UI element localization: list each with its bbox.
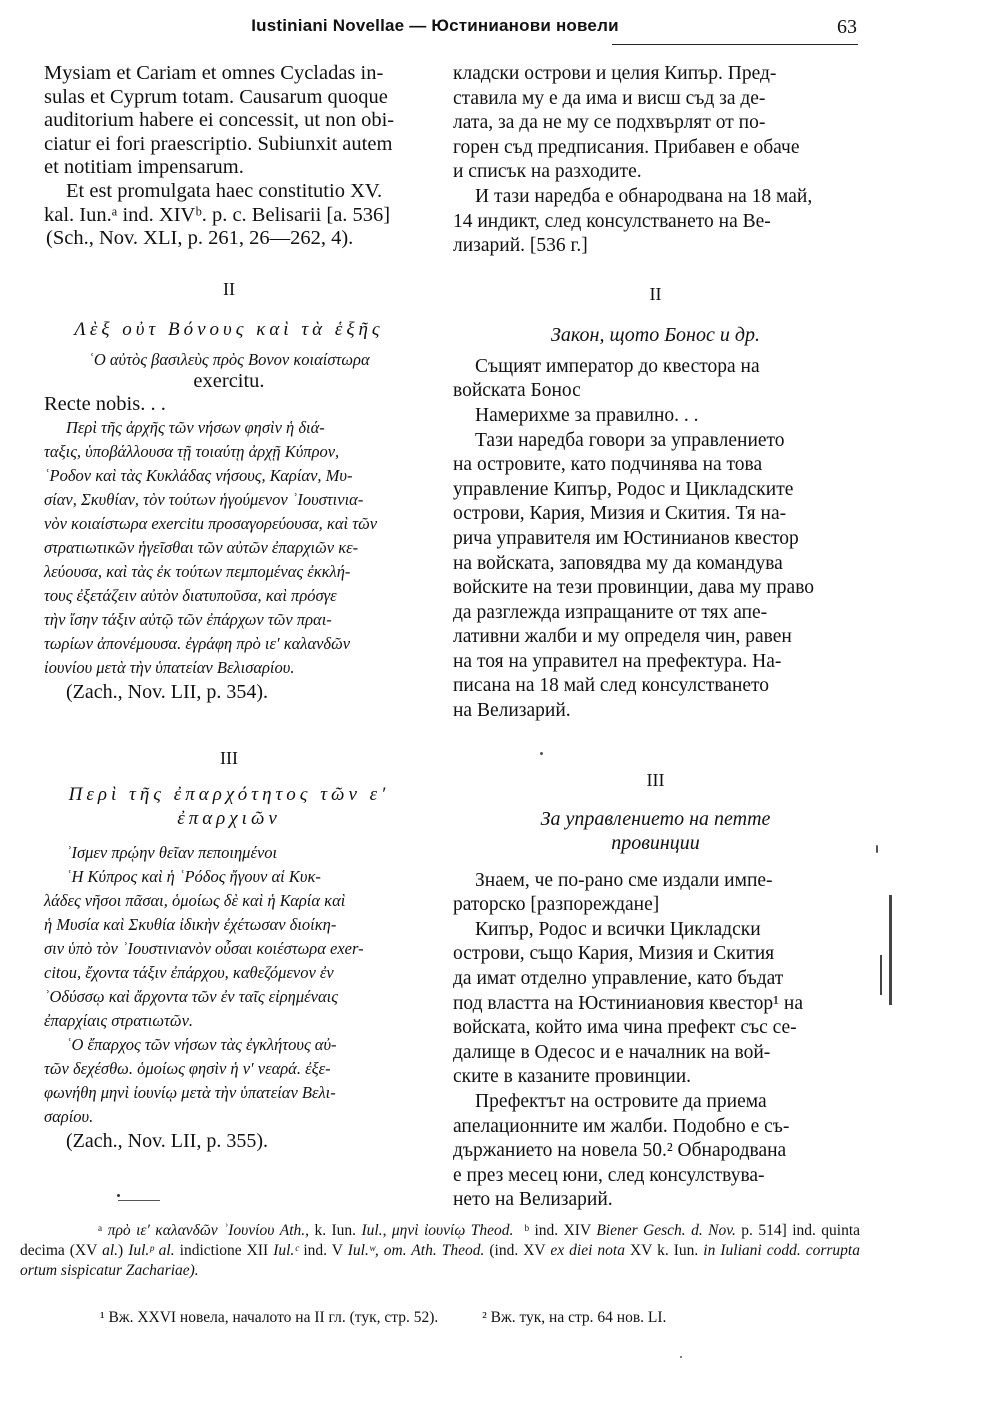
apparatus-text: Iul.ʷ, om. Ath. Theod. [347,1242,485,1259]
text-line: kal. Iun.ᵃ ind. XIVᵇ. p. c. Belisarii [a. 536] [44,203,391,226]
citation: (Zach., Nov. LII, p. 354). [66,680,268,703]
text-line: στρατιωτικῶν ἡγεῖσθαι τῶν αὐτῶν ἐπαρχιῶν κε- [44,537,359,557]
text-line: войската Бонос [453,380,581,402]
apparatus-text: Biener Gesch. d. Nov. [596,1222,736,1239]
text-line: раторско [разпореждане] [453,894,660,916]
text-line: σιν ὑπὸ τὸν ʾΙουστινιανὸν οὖσαι κοιέστωρα exer- [44,938,364,958]
text-line: апелационните им жалби. Подобно е съ- [453,1115,790,1137]
text-line: τῶν δεχέσθω. ὁμοίως φησὶν ἡ ν′ νεαρά. ἐξε- [44,1058,331,1078]
text-line: citou, ἔχοντα τάξιν ἐπάρχου, καθεζόμενον ἐν [44,962,334,982]
text-line: λάδες νῆσοι πᾶσαι, ὁμοίως δὲ καὶ ἡ Καρία καὶ [44,890,346,910]
text-line: sulas et Cyprum totam. Causarum quoque [44,85,388,108]
text-line: войските на тези провинции, дава му право [453,577,815,599]
text-line: ἰουνίου μετὰ τὴν ὑπατείαν Βελισαρίου. [44,657,295,677]
text-line: Тази наредба говори за управлението [475,429,785,451]
text-line: ʿΡοδον καὶ τὰς Κυκλάδας νήσους, Καρίαν, Μυ- [44,465,353,485]
text-line: φωνήθη μηνὶ ἰουνίῳ μετὰ τὴν ὑπατείαν Βελι- [44,1082,336,1102]
critical-apparatus [20,1221,860,1281]
text-line: ταξις, ὑποβάλλουσα τῇ τοιαύτῃ ἀρχῇ Κύπρον, [44,441,340,461]
text-line: ἐπαρχίαις στρατιωτῶν. [44,1010,194,1030]
margin-mark [889,895,892,1005]
text-line: кладски острови и целия Кипър. Пред- [453,63,777,84]
text-line: рича управителя им Юстинианов квестор [453,527,799,549]
apparatus-text: (ind. XV [489,1242,546,1259]
text-line: Кипър, Родос и всички Цикладски [475,918,761,940]
apparatus-text: Iul.ᶜ [273,1242,299,1259]
speck [876,845,878,853]
speck [680,1356,682,1358]
text-line: ʿΗ Κύπρος καὶ ἡ ʿΡόδος ἤγουν αἱ Κυκ- [66,866,321,886]
text-line: Mysiam et Cariam et omnes Cycladas in- [44,62,384,84]
section-title: Λὲξ οὐτ Βόνους καὶ τὰ ἑξῆς [74,318,384,340]
footnote-1: ¹ Вж. XXVI новела, началото на II гл. (тук, стр. 52). [100,1309,439,1326]
apparatus-text: , [382,1222,387,1239]
section-numeral: II [649,283,662,304]
text-line: et notitiam impensarum. [44,156,244,179]
running-title: Iustiniani Novellae — Юстинианови новели [251,16,619,35]
apparatus-text: ind. V [303,1242,343,1259]
text-line: на Велизарий. [453,700,571,722]
apparatus-text: ind. XIV [534,1222,591,1239]
text-line: е през месец юни, след консулствува- [453,1164,765,1186]
text-line: и списък на разходите. [453,161,642,183]
text-line: σαρίου. [44,1106,94,1126]
text-line: на войската, заповядва му да командува [453,552,783,574]
apparatus-text: in Iuliani codd. corrupta ortum sispicatur Zachariae). [20,1242,860,1279]
text-line: да имат отделно управление, като бъдат [453,968,784,990]
text-line: далище в Одесос и е началник на вой- [453,1041,771,1063]
address-greek: ʿΟ αὐτὸς βασιλεὺς πρὸς Βονον κοιαίστωρα [88,349,370,369]
text-line: острови, Кария, Мизия и Скития. Тя на- [453,503,787,525]
text-line: горен съд предписания. Прибавен е обаче [453,136,800,158]
citation: (Sch., Nov. XLI, p. 261, 26—262, 4). [46,227,354,250]
text-line: държанието на новела 50.² Обнародвана [453,1140,787,1162]
text-line: Περὶ τῆς ἀρχῆς τῶν νήσων φησὶν ἡ διά- [66,417,325,437]
text-line: лизарий. [536 г.] [453,235,588,257]
text-line: λεύουσα, καὶ τὰς ἐκ τούτων πεμπομένας ἐκκλή- [44,561,351,581]
greek-body [44,416,414,680]
text-line: Знаем, че по-рано сме издали импе- [475,869,773,891]
text-line: σίαν, Σκυθίαν, τὸν τούτων ἡγούμενον ʾΙουστινια- [44,489,364,509]
right-column [453,62,858,1211]
apparatus-text: p. 514] ind. quinta decima (XV [20,1222,861,1259]
section-title: Περὶ τῆς ἐπαρχότητος τῶν ε′ [68,783,390,805]
text-line: под властта на Юстиниановия квестор¹ на [453,992,803,1014]
text-line: auditorium habere ei concessit, ut non obi- [44,109,395,132]
translator-footnotes [100,1308,860,1328]
bulgarian-intro [453,62,858,259]
text-line: ставила му е да има и висш съд за де- [453,87,766,109]
apparatus-text: ) [118,1242,124,1259]
section-numeral: III [220,747,238,768]
text-line: ʾΟδύσσῳ καὶ ἄρχοντα τῶν ἐν ταῖς εἰρημέναις [44,986,338,1006]
text-line: острови, също Кария, Мизия и Скития [453,943,775,965]
text-line: ciatur ei fori praescriptio. Subiunxit autem [44,132,393,155]
page-number: 63 [837,16,857,38]
text-line: лата, за да не му се подхвърлят от по- [453,112,766,134]
footnote-2: ² Вж. тук, на стр. 64 нов. LI. [482,1309,667,1326]
bulgarian-body [453,355,858,724]
apparatus-text: ex diei nota [550,1242,625,1259]
text-line: νὸν κοιαίστωρα exercitu προσαγορεύουσα, καὶ τῶν [44,513,378,533]
text-line: ʾΙσμεν πρῴην θεῖαν πεποιημένοι [66,842,278,862]
footnote-mark: ᵇ [524,1222,530,1239]
text-line: τους ἐξετάζειν αὐτὸν διατυποῦσα, καὶ πρόσγε [44,585,337,605]
apparatus-text: al. [102,1242,118,1259]
text-line: писана на 18 май след консулстването [453,675,770,697]
text-line: да разглежда изпращаните от тях апе- [453,601,768,623]
header-rule [612,44,858,45]
apparatus-text: XV k. Iun. [629,1242,699,1259]
apparatus-text: indictione XII [179,1242,269,1259]
text-line: управление Кипър, Родос и Цикладските [453,478,794,500]
recte-line: Recte nobis. . . [44,392,166,415]
section-title: За управлението на петте [540,807,771,830]
text-line: ἡ Μυσία καὶ Σκυθία ἰδικὴν ἐχέτωσαν διοίκη- [44,914,337,934]
text-line: τωρίων ἀπονέμουσα. ἐγράφη πρὸ ιε′ καλανδῶν [44,633,351,653]
citation: (Zach., Nov. LII, p. 355). [66,1129,268,1152]
speck [540,752,543,755]
text-line: нето на Велизарий. [453,1189,613,1211]
text-line: Намерихме за правилно. . . [475,404,699,426]
text-line: И тази наредба е обнародвана на 18 май, [475,185,813,207]
text-line: ʿΟ ἔπαρχος τῶν νήσων τὰς ἐγκλήτους αὐ- [66,1034,337,1054]
bulgarian-body [453,869,858,1213]
section-title: Закон, щото Бонос и др. [551,323,760,346]
text-line: ските в казаните провинции. [453,1066,692,1088]
text-line: 14 индикт, след консулстването на Ве- [453,210,771,232]
apparatus-text: μηνὶ ἰουνίῳ Theod. [391,1222,514,1239]
section-title: провинции [611,831,700,854]
section-title: ἐπαρχιῶν [177,807,281,829]
apparatus-text: , k. Iun. [305,1222,357,1239]
text-line: τὴν ἴσην τάξιν αὐτῷ τῶν ἐπάρχων τῶν πραι- [44,609,332,629]
apparatus-text: πρὸ ιε′ καλανδῶν ʾΙουνίου [107,1222,275,1239]
footnote-rule [118,1200,160,1201]
greek-body [44,841,414,1129]
section-numeral: II [223,278,235,299]
text-line: Префектът на островите да приема [475,1091,767,1112]
section-numeral: III [646,769,665,790]
apparatus-text: Iul.ᵖ al. [128,1242,175,1259]
text-line: войската, който има чина префект със се- [453,1017,797,1039]
footnote-mark: ᵃ [98,1222,103,1239]
text-line: лативни жалби и му определя чин, равен [453,626,792,648]
latin-intro [44,62,414,251]
text-line: Същият император до квестора на [475,355,760,377]
footnote-dot [117,1194,120,1197]
apparatus-text: Ath. [279,1222,306,1239]
apparatus-text: Iul. [361,1222,383,1239]
text-line: на островите, като подчинява на това [453,454,763,476]
text-line: на тоя на управител на префектура. На- [453,650,782,672]
address-latin: exercitu. [193,369,265,392]
margin-mark [880,955,882,995]
text-line: Et est promulgata haec constitutio XV. [66,179,383,202]
left-column [44,62,414,1162]
